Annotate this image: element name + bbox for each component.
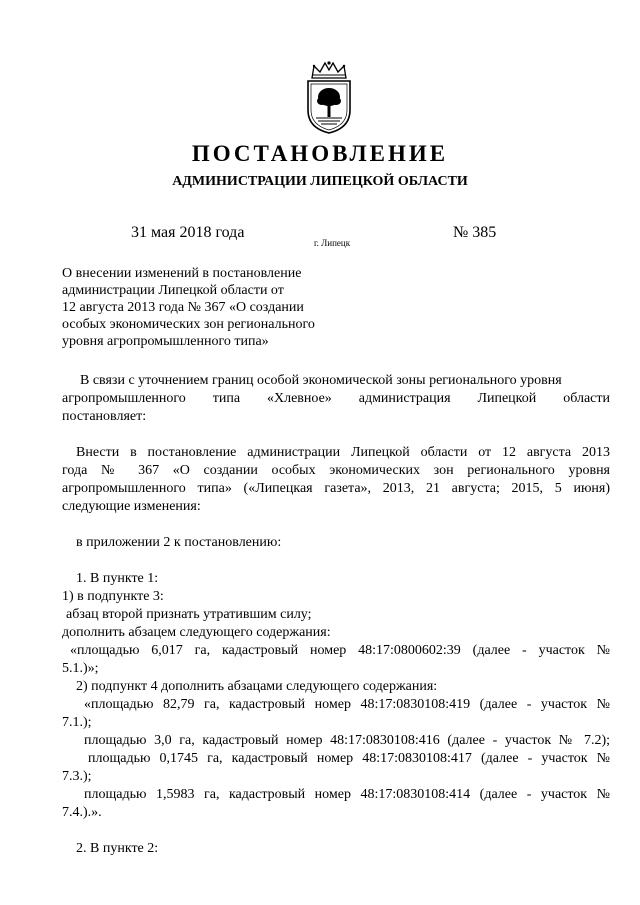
item-plot2-cont: 7.1.); [62,715,92,730]
document-title: ПОСТАНОВЛЕНИЕ [191,141,449,166]
document-subtitle: АДМИНИСТРАЦИИ ЛИПЕЦКОЙ ОБЛАСТИ [172,174,468,189]
document-number: № 385 [453,224,497,241]
coat-of-arms-icon [300,60,358,135]
item-plot1-cont: 5.1.)»; [62,661,99,676]
preamble-line: В связи с уточнением границ особой экономической зоны регионального уровня [80,373,562,388]
item-sub3: 1) в подпункте 3: [62,589,164,604]
document-city: г. Липецк [314,238,351,248]
preamble-line: агропромышленного типа «Хлевное» администрация Липецкой области [62,391,610,406]
item-plot4: площадью 0,1745 га, кадастровый номер 48:17:0830108:417 (далее - участок № [88,751,610,766]
document-body [62,372,610,858]
about-line: администрации Липецкой области от [62,283,284,298]
document-about [62,265,362,350]
item-sub4: 2) подпункт 4 дополнить абзацами следующего содержания: [76,679,438,694]
intro-line: агропромышленного типа» («Липецкая газета», 2013, 21 августа; 2015, 5 июня) [62,481,610,496]
intro-line: года № 367 «О создании особых экономических зон регионального уровня [62,463,610,478]
item-abz2: абзац второй признать утратившим силу; [66,607,312,622]
appendix-line: в приложении 2 к постановлению: [76,535,282,550]
item-plot5: площадью 1,5983 га, кадастровый номер 48:17:0830108:414 (далее - участок № [84,787,610,802]
item-plot4-cont: 7.3.); [62,769,92,784]
about-line: О внесении изменений в постановление [62,266,302,281]
item-add: дополнить абзацем следующего содержания: [62,625,331,640]
about-line: особых экономических зон регионального [62,317,315,332]
preamble-line: постановляет: [62,409,147,424]
about-line: уровня агропромышленного типа» [62,334,269,349]
intro-line: Внести в постановление администрации Липецкой области от 12 августа 2013 [76,445,610,460]
about-line: 12 августа 2013 года № 367 «О создании [62,300,304,315]
item-plot1: «площадью 6,017 га, кадастровый номер 48:17:0800602:39 (далее - участок № [70,643,610,658]
item-p2: 2. В пункте 2: [76,841,159,856]
item-plot3: площадью 3,0 га, кадастровый номер 48:17:0830108:416 (далее - участок № 7.2); [84,733,610,748]
item-p1: 1. В пункте 1: [76,571,159,586]
item-plot2: «площадью 82,79 га, кадастровый номер 48:17:0830108:419 (далее - участок № [84,697,610,712]
document-date: 31 мая 2018 года [131,224,245,241]
intro-line: следующие изменения: [62,499,201,514]
item-plot5-cont: 7.4.).». [62,805,102,820]
